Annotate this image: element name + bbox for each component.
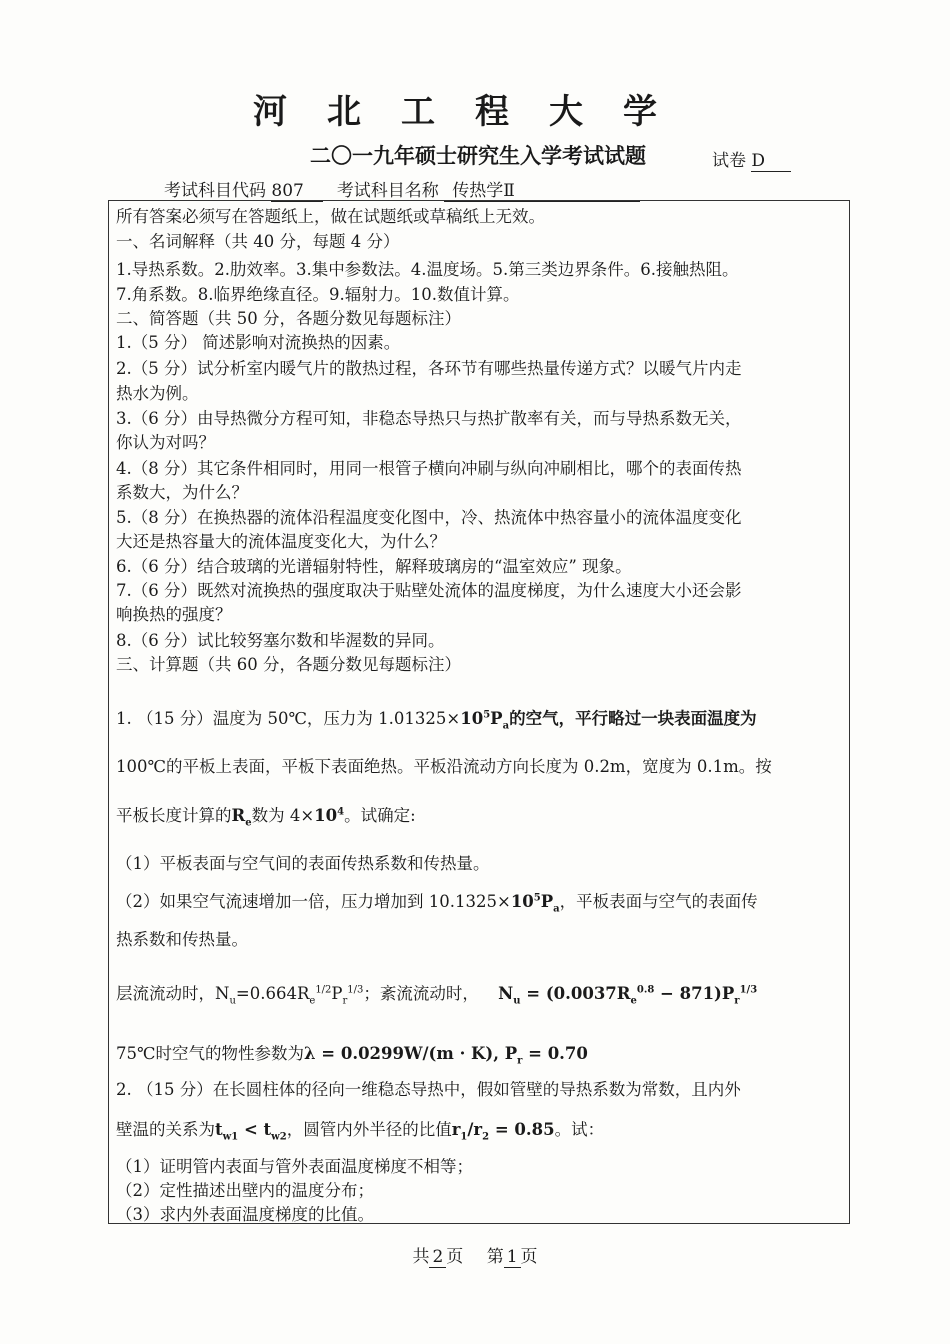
question-2-8: 8.（6 分）试比较努塞尔数和毕渥数的异同。 — [116, 631, 445, 650]
calc-1-sub1: （1）平板表面与空气间的表面传热系数和传热量。 — [116, 854, 490, 873]
properties-lambda: λ = 0.0299W/(m · K), P — [303, 1044, 518, 1063]
footer-total-value: 2 — [429, 1247, 446, 1268]
name-value: 传热学Ⅱ — [444, 176, 640, 202]
calc-1-line3-a: 平板长度计算的 — [116, 806, 232, 825]
formula-turbulent: $N_u = (0.0037R_e^{0.8} - 871)P_r^{1/3}$ — [498, 984, 758, 1007]
footer-page-value: 1 — [504, 1247, 521, 1268]
question-2-7a: 7.（6 分）既然对流换热的强度取决于贴壁处流体的温度梯度，为什么速度大小还会影 — [116, 581, 742, 600]
question-2-3a: 3.（6 分）由导热微分方程可知，非稳态导热只与热扩散率有关，而与导热系数无关， — [116, 409, 742, 428]
calc-1-formula: 层流流动时，$N_u=0.664R_e^{1/2}P_r^{1/3}$；紊流流动时， $N_u = (0.0037R_e^{0.8} - 871)P_r^{1/3}$ — [116, 984, 758, 1007]
question-2-1: 1.（5 分） 简述影响对流换热的因素。 — [116, 333, 401, 352]
question-2-4b: 系数大，为什么？ — [116, 483, 248, 502]
formula-1e5pa: $10^5P_a$ — [460, 709, 510, 732]
question-2-2a: 2.（5 分）试分析室内暖气片的散热过程，各环节有哪些热量传递方式？以暖气片内走 — [116, 359, 742, 378]
calc-1-sub2 — [116, 888, 758, 914]
footer-unit-1: 页 — [446, 1247, 464, 1267]
question-2-5b: 大还是热容量大的流体温度变化大，为什么？ — [116, 532, 446, 551]
calc-2-line1: 2. （15 分）在长圆柱体的径向一维稳态导热中，假如管壁的导热系数为常数，且内外 — [116, 1080, 741, 1099]
university-name: 河北工程大学 — [253, 92, 697, 132]
calc-2-line2-b: ，圆管内外半径的比值 — [286, 1120, 452, 1139]
calc-1-line1-b: 的空气，平行略过一块表面温度为 — [509, 709, 757, 728]
calc-2-sub2: （2）定性描述出壁内的温度分布； — [116, 1181, 374, 1200]
paper-label: 试卷 — [712, 151, 746, 171]
code-label: 考试科目代码 — [164, 181, 266, 201]
calc-1-line3 — [116, 802, 416, 828]
section1-line2: 7.角系数。8.临界绝缘直径。9.辐射力。10.数值计算。 — [116, 285, 520, 304]
formula-turbulent-a: = (0.0037 — [526, 984, 617, 1003]
formula-1e5pa-2: $10^5P_a$ — [510, 892, 560, 915]
formula-re: $R_e$ — [231, 806, 252, 829]
calc-1-line1-a: 1. （15 分）温度为 50℃，压力为 1.01325× — [116, 709, 461, 728]
calc-1-line1 — [116, 705, 757, 731]
calc-2-line2-a: 壁温的关系为 — [116, 1120, 215, 1139]
formula-1e4: $10^4$ — [314, 806, 345, 825]
name-label: 考试科目名称 — [336, 181, 439, 201]
formula-laminar-label: 层流流动时， — [116, 984, 215, 1003]
calc-1-sub2-b: ，平板表面与空气的表面传 — [559, 892, 758, 911]
properties-label: 75℃时空气的物性参数为 — [116, 1044, 304, 1063]
question-2-6: 6.（6 分）结合玻璃的光谱辐射特性，解释玻璃房的“温室效应” 现象。 — [116, 557, 632, 576]
section1-title: 一、名词解释（共 40 分，每题 4 分） — [116, 232, 400, 251]
formula-tw: $t_{w1} < t_{w2}$ — [215, 1120, 287, 1143]
section3-title: 三、计算题（共 60 分，各题分数见每题标注） — [116, 655, 461, 674]
footer-total-label: 共 — [412, 1247, 430, 1267]
code-value: 807 — [271, 181, 323, 202]
question-2-5a: 5.（8 分）在换热器的流体沿程温度变化图中，冷、热流体中热容量小的流体温度变化 — [116, 508, 742, 527]
section1-line1: 1.导热系数。2.肋效率。3.集中参数法。4.温度场。5.第三类边界条件。6.接触热阻。 — [116, 260, 739, 279]
calc-1-sub2c: 热系数和传热量。 — [116, 930, 248, 949]
calc-1-line2: 100℃的平板上表面，平板下表面绝热。平板沿流动方向长度为 0.2m，宽度为 0.1m。按 — [116, 757, 772, 776]
formula-turbulent-label: ；紊流流动时， — [363, 984, 479, 1003]
properties-pr: = 0.70 — [522, 1044, 588, 1063]
calc-1-line3-c: 。试确定: — [344, 806, 416, 825]
formula-turbulent-b: − 871) — [660, 984, 722, 1003]
calc-1-sub2-a: （2）如果空气流速增加一倍，压力增加到 10.1325× — [116, 892, 511, 911]
subject-info — [164, 176, 640, 202]
exam-title: 二〇一九年硕士研究生入学考试试题 — [310, 143, 646, 168]
paper-version — [712, 146, 791, 172]
page-footer — [0, 1242, 950, 1268]
notice: 所有答案必须写在答题纸上，做在试题纸或草稿纸上无效。 — [116, 207, 545, 226]
question-2-3b: 你认为对吗？ — [116, 433, 215, 452]
paper-value: D — [751, 151, 791, 172]
formula-laminar-coef: =0.664 — [235, 984, 297, 1003]
calc-1-line3-b: 数为 4× — [251, 806, 315, 825]
calc-2-sub3: （3）求内外表面温度梯度的比值。 — [116, 1205, 374, 1224]
section2-title: 二、简答题（共 50 分，各题分数见每题标注） — [116, 309, 461, 328]
footer-unit-2: 页 — [520, 1247, 538, 1267]
question-2-7b: 响换热的强度？ — [116, 605, 232, 624]
formula-ratio: $r_1/r_2 = 0.85$ — [451, 1120, 555, 1143]
calc-2-sub1: （1）证明管内表面与管外表面温度梯度不相等； — [116, 1157, 473, 1176]
calc-2-line2 — [116, 1116, 604, 1142]
calc-2-line2-c: 。试： — [554, 1120, 605, 1139]
calc-1-properties: 75℃时空气的物性参数为λ = 0.0299W/(m · K), $P_r = 0.70$ — [116, 1044, 588, 1067]
question-2-4a: 4.（8 分）其它条件相同时，用同一根管子横向冲刷与纵向冲刷相比，哪个的表面传热 — [116, 459, 742, 478]
footer-page-label: 第 — [486, 1247, 504, 1267]
question-2-2b: 热水为例。 — [116, 384, 199, 403]
